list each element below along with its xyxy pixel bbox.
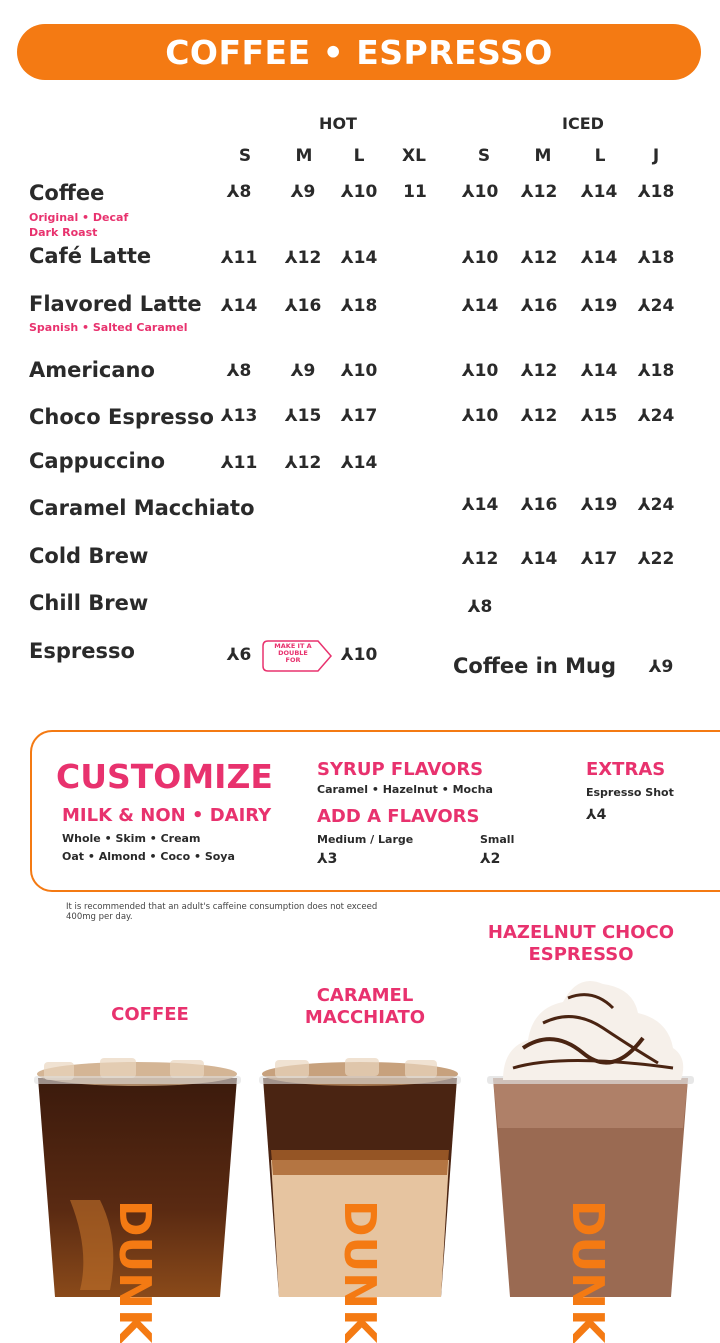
menu-item-name: Cappuccino xyxy=(29,449,166,473)
iced-price: ⅄19 xyxy=(580,495,618,515)
iced-price: ⅄24 xyxy=(637,495,675,515)
iced-price: ⅄24 xyxy=(637,296,675,316)
iced-price: ⅄14 xyxy=(580,248,618,268)
hot-price: ⅄12 xyxy=(284,453,322,473)
caramel-macchiato-cup-image xyxy=(255,1050,465,1343)
size-header-iced-m: M xyxy=(534,146,552,166)
caffeine-disclaimer: It is recommended that an adult's caffeine consumption does not exceed 400mg per day. xyxy=(66,902,378,922)
iced-price: ⅄15 xyxy=(580,406,618,426)
milk-line-1: Whole • Skim • Cream xyxy=(62,832,201,845)
hot-price: ⅄16 xyxy=(284,296,322,316)
iced-coffee-cup-image xyxy=(30,1050,245,1343)
iced-price: ⅄19 xyxy=(580,296,618,316)
iced-price: ⅄22 xyxy=(637,549,675,569)
drink-label-hazelnut-choco-espresso: HAZELNUT CHOCO ESPRESSO xyxy=(487,922,675,965)
hot-price: ⅄6 xyxy=(226,645,252,665)
iced-price: ⅄17 xyxy=(580,549,618,569)
iced-price: ⅄14 xyxy=(580,182,618,202)
hot-price: ⅄9 xyxy=(290,182,316,202)
hot-price: ⅄9 xyxy=(290,361,316,381)
cup-brand-text: DUNK xyxy=(334,1200,385,1343)
make-it-double-badge xyxy=(262,640,332,672)
hot-price: ⅄12 xyxy=(284,248,322,268)
size-header-iced-l: L xyxy=(594,146,606,166)
iced-price: ⅄24 xyxy=(637,406,675,426)
coffee-in-mug-label: Coffee in Mug xyxy=(453,654,616,678)
iced-price: ⅄18 xyxy=(637,182,675,202)
milk-title: MILK & NON • DAIRY xyxy=(62,805,272,826)
drink-label-coffee: COFFEE xyxy=(111,1004,189,1025)
add-medium-price: ⅄3 xyxy=(317,851,338,867)
menu-item-variants: Spanish • Salted Caramel xyxy=(29,321,188,334)
iced-price: ⅄18 xyxy=(637,361,675,381)
iced-price: ⅄14 xyxy=(520,549,558,569)
add-small-price: ⅄2 xyxy=(480,851,501,867)
menu-item-variants: Dark Roast xyxy=(29,226,98,239)
iced-price: ⅄10 xyxy=(461,248,499,268)
menu-item-name: Chill Brew xyxy=(29,591,149,615)
iced-price: ⅄10 xyxy=(461,361,499,381)
hot-price: ⅄11 xyxy=(220,453,258,473)
customize-title: CUSTOMIZE xyxy=(56,757,273,796)
add-small-label: Small xyxy=(480,833,515,846)
section-banner xyxy=(17,24,701,80)
iced-price: ⅄10 xyxy=(461,406,499,426)
iced-price: ⅄16 xyxy=(520,296,558,316)
menu-item-name: Cold Brew xyxy=(29,544,149,568)
menu-item-name: Choco Espresso xyxy=(29,405,214,429)
menu-item-name: Caramel Macchiato xyxy=(29,496,255,520)
menu-item-name: Americano xyxy=(29,358,155,382)
menu-item-name: Café Latte xyxy=(29,244,152,268)
hot-price: ⅄17 xyxy=(340,406,378,426)
hot-price: ⅄13 xyxy=(220,406,258,426)
hot-price: ⅄14 xyxy=(340,453,378,473)
size-header-hot-l: L xyxy=(353,146,365,166)
size-header-iced-j: J xyxy=(652,146,660,166)
hot-price: ⅄10 xyxy=(340,182,378,202)
coffee-in-mug-price: ⅄9 xyxy=(648,657,674,677)
milk-line-2: Oat • Almond • Coco • Soya xyxy=(62,850,235,863)
add-flavors-title: ADD A FLAVORS xyxy=(317,806,480,827)
size-header-hot-xl: XL xyxy=(402,146,426,166)
extras-price: ⅄4 xyxy=(586,807,607,823)
cup-brand-text: DUNK xyxy=(562,1200,613,1343)
badge-text: MAKE IT A DOUBLE FOR xyxy=(274,642,312,664)
iced-price: ⅄14 xyxy=(461,296,499,316)
iced-price: ⅄12 xyxy=(520,248,558,268)
hot-price: ⅄14 xyxy=(220,296,258,316)
iced-price: ⅄12 xyxy=(520,361,558,381)
hazelnut-choco-espresso-cup-image xyxy=(483,968,698,1343)
iced-price: ⅄12 xyxy=(520,182,558,202)
hot-price: ⅄15 xyxy=(284,406,322,426)
extras-item: Espresso Shot xyxy=(586,786,674,799)
menu-item-name: Flavored Latte xyxy=(29,292,202,316)
iced-price: ⅄12 xyxy=(520,406,558,426)
hot-price: 11 xyxy=(403,182,427,202)
iced-price: ⅄8 xyxy=(467,597,493,617)
group-header-hot: HOT xyxy=(319,114,357,133)
extras-title: EXTRAS xyxy=(586,759,666,780)
iced-price: ⅄10 xyxy=(461,182,499,202)
add-medium-label: Medium / Large xyxy=(317,833,414,846)
menu-item-variants: Original • Decaf xyxy=(29,211,129,224)
size-header-iced-s: S xyxy=(477,146,491,166)
iced-price: ⅄14 xyxy=(461,495,499,515)
iced-price: ⅄18 xyxy=(637,248,675,268)
section-title: COFFEE • ESPRESSO xyxy=(165,32,553,72)
cup-brand-text: DUNK xyxy=(109,1200,160,1343)
iced-price: ⅄16 xyxy=(520,495,558,515)
size-header-hot-m: M xyxy=(295,146,313,166)
size-header-hot-s: S xyxy=(238,146,252,166)
hot-price: ⅄8 xyxy=(226,361,252,381)
hot-price: ⅄18 xyxy=(340,296,378,316)
hot-price: ⅄8 xyxy=(226,182,252,202)
group-header-iced: ICED xyxy=(562,114,604,133)
menu-item-name: Espresso xyxy=(29,639,135,663)
iced-price: ⅄12 xyxy=(461,549,499,569)
hot-price: ⅄10 xyxy=(340,361,378,381)
hot-price: ⅄10 xyxy=(340,645,378,665)
syrup-title: SYRUP FLAVORS xyxy=(317,759,484,780)
hot-price: ⅄11 xyxy=(220,248,258,268)
syrup-list: Caramel • Hazelnut • Mocha xyxy=(317,783,493,796)
iced-price: ⅄14 xyxy=(580,361,618,381)
hot-price: ⅄14 xyxy=(340,248,378,268)
drink-label-caramel-macchiato: CARAMEL MACCHIATO xyxy=(304,985,426,1028)
menu-item-name: Coffee xyxy=(29,181,105,205)
